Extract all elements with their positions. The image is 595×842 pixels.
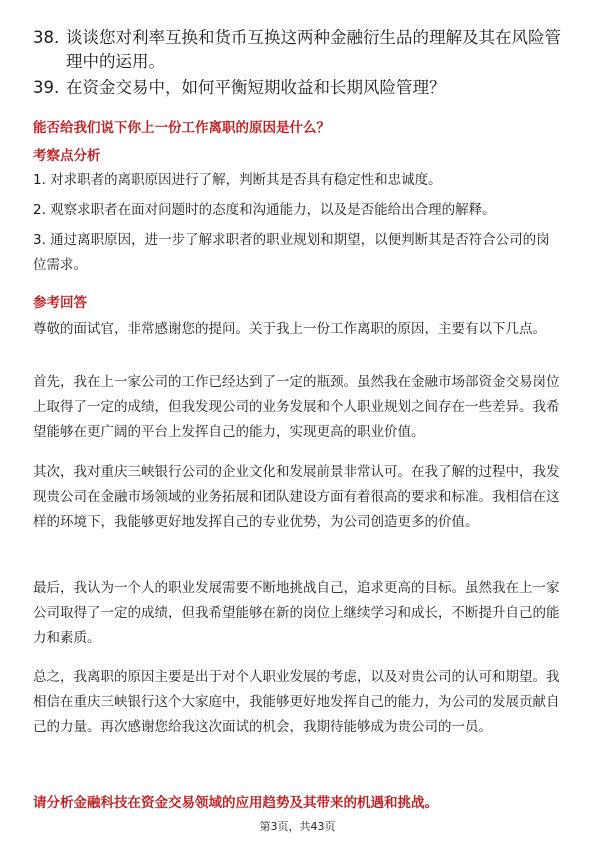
answer-paragraph: 最后，我认为一个人的职业发展需要不断地挑战自己，追求更高的目标。虽然我在上一家公司取得了一定的成绩，但我希望能够在新的岗位上继续学习和成长，不断提升自己的能力和素质。 [33, 580, 560, 646]
page-footer: 第3页，共43页 [259, 820, 336, 833]
question-text: 在资金交易中，如何平衡短期收益和长期风险管理？ [66, 78, 446, 97]
question-text: 谈谈您对利率互换和货币互换这两种金融衍生品的理解及其在风险管理中的运用。 [66, 28, 561, 71]
question-number: 39. [33, 78, 60, 97]
analysis-item: 2. 观察求职者在面对问题时的态度和沟通能力，以及是否能给出合理的解释。 [33, 202, 496, 218]
analysis-item: 3. 通过离职原因，进一步了解求职者的职业规划和期望，以便判断其是否符合公司的岗位需求。 [33, 232, 550, 273]
answer-paragraph: 尊敬的面试官，非常感谢您的提问。关于我上一份工作离职的原因，主要有以下几点。 [33, 321, 546, 337]
question-39 [33, 76, 565, 100]
question-number: 38. [33, 28, 60, 47]
analysis-heading: 考察点分析 [33, 148, 101, 164]
answer-paragraph: 其次，我对重庆三峡银行公司的企业文化和发展前景非常认可。在我了解的过程中，我发现贵公司在金融市场领域的业务拓展和团队建设方面有着很高的要求和标准。我相信在这样的环境下，我能够更好地发挥自己的专业优势，为公司创造更多的价值。 [33, 464, 560, 530]
next-question-heading: 请分析金融科技在资金交易领域的应用趋势及其带来的机遇和挑战。 [33, 795, 438, 811]
question-38 [33, 26, 565, 74]
answer-paragraph: 首先，我在上一家公司的工作已经达到了一定的瓶颈。虽然我在金融市场部资金交易岗位上取得了一定的成绩，但我发现公司的业务发展和个人职业规划之间存在一些差异。我希望能够在更广阔的平台上发挥自己的能力，实现更高的职业价值。 [33, 374, 560, 440]
answer-heading: 参考回答 [33, 295, 87, 311]
analysis-item: 1. 对求职者的离职原因进行了解，判断其是否具有稳定性和忠诚度。 [33, 172, 442, 188]
answer-paragraph: 总之，我离职的原因主要是出于对个人职业发展的考虑，以及对贵公司的认可和期望。我相信在重庆三峡银行这个大家庭中，我能够更好地发挥自己的能力，为公司的发展贡献自己的力量。再次感谢您给我这次面试的机会，我期待能够成为贵公司的一员。 [33, 669, 560, 735]
section-question-heading: 能否给我们说下你上一份工作离职的原因是什么？ [33, 120, 330, 136]
